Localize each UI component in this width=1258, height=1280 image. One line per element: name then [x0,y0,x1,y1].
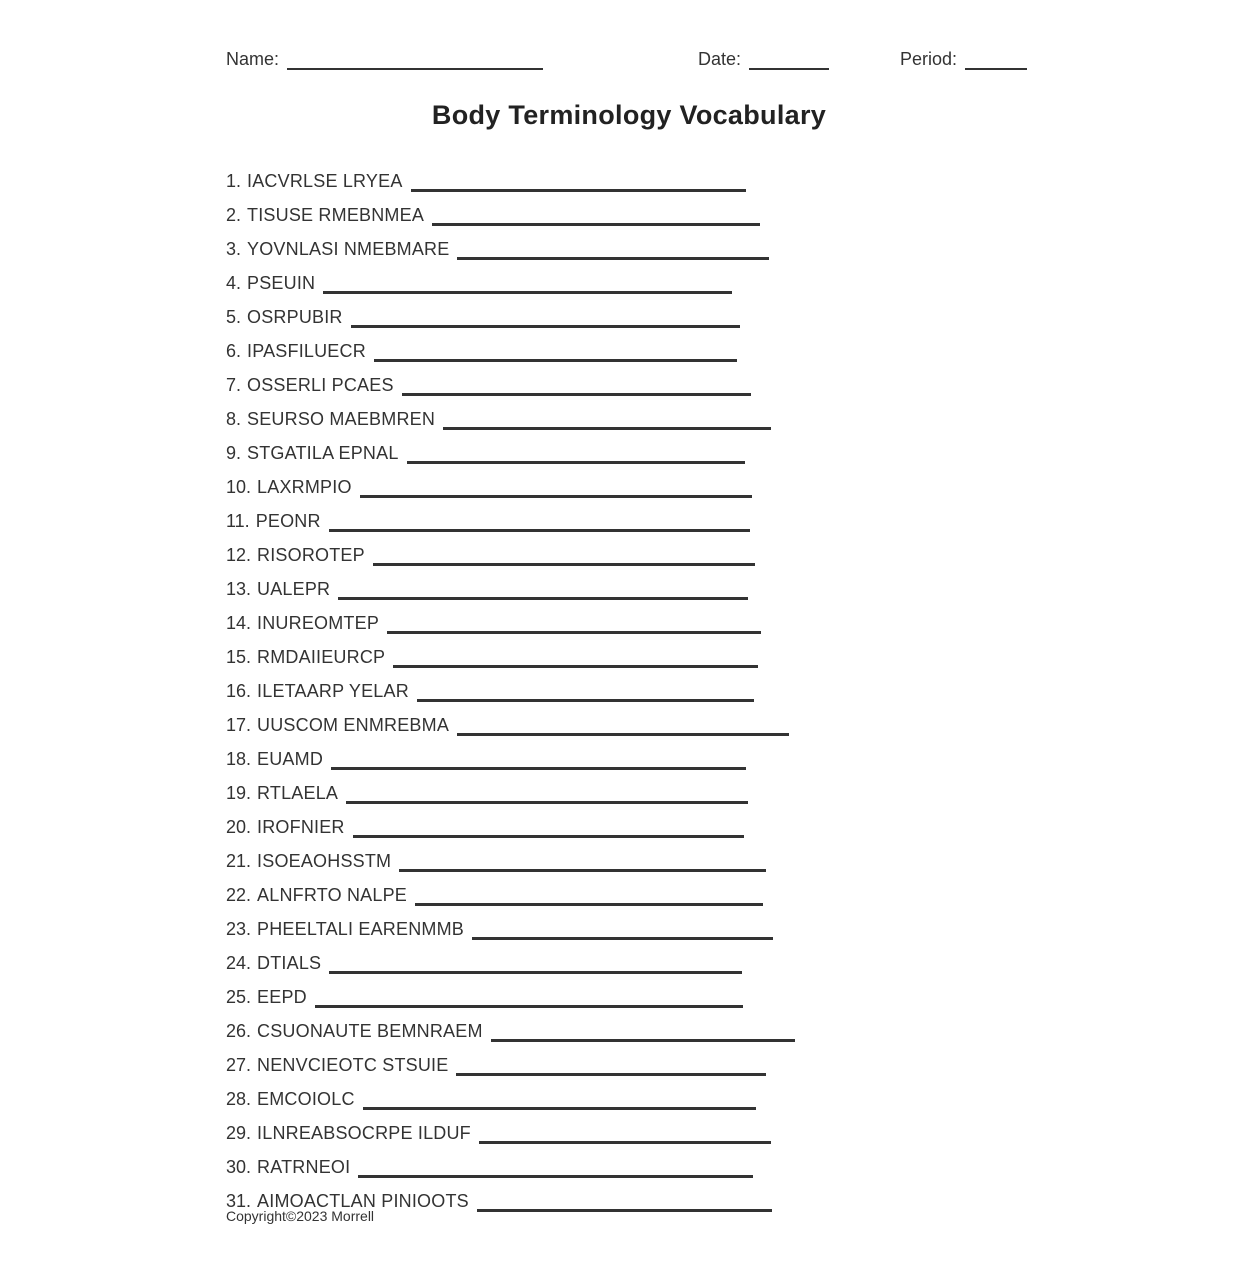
list-item [226,736,795,770]
answer-blank [411,171,746,192]
answer-blank [346,783,748,804]
period-label: Period: [900,49,958,69]
scrambled-word: UUSCOM ENMREBMA [257,715,450,735]
item-number: 29. [226,1123,252,1143]
list-item [226,396,795,430]
item-number: 26. [226,1021,252,1041]
item-number: 1. [226,171,242,191]
list-item [226,1042,795,1076]
answer-blank [387,613,761,634]
name-field [226,48,543,70]
item-number: 4. [226,273,242,293]
scrambled-word: RTLAELA [257,783,339,803]
scrambled-word: EMCOIOLC [257,1089,355,1109]
list-item [226,430,795,464]
name-blank [287,48,543,70]
item-number: 8. [226,409,242,429]
answer-blank [351,307,740,328]
list-item [226,600,795,634]
scrambled-word: EUAMD [257,749,324,769]
answer-blank [472,919,773,940]
answer-blank [329,511,750,532]
item-number: 25. [226,987,252,1007]
item-number: 30. [226,1157,252,1177]
list-item [226,770,795,804]
scrambled-word: NENVCIEOTC STSUIE [257,1055,449,1075]
scrambled-word: ILNREABSOCRPE ILDUF [257,1123,471,1143]
item-number: 16. [226,681,252,701]
list-item [226,294,795,328]
answer-blank [491,1021,795,1042]
answer-blank [457,715,789,736]
answer-blank [399,851,766,872]
scrambled-word: ILETAARP YELAR [257,681,409,701]
item-number: 3. [226,239,242,259]
item-number: 28. [226,1089,252,1109]
list-item [226,1076,795,1110]
list-item [226,566,795,600]
item-number: 12. [226,545,252,565]
scrambled-word: PHEELTALI EARENMMB [257,919,465,939]
scrambled-word: SEURSO MAEBMREN [247,409,436,429]
scrambled-word: CSUONAUTE BEMNRAEM [257,1021,483,1041]
scrambled-word: PSEUIN [247,273,316,293]
scrambled-word: RATRNEOI [257,1157,351,1177]
list-item [226,702,795,736]
date-field [698,48,829,70]
scrambled-word: AIMOACTLAN PINIOOTS [257,1191,469,1211]
item-number: 18. [226,749,252,769]
scrambled-word: ISOEAOHSSTM [257,851,392,871]
item-number: 15. [226,647,252,667]
answer-blank [338,579,748,600]
scrambled-word: IROFNIER [257,817,345,837]
item-number: 6. [226,341,242,361]
answer-blank [432,205,760,226]
list-item [226,226,795,260]
scrambled-word: RMDAIIEURCP [257,647,386,667]
scrambled-word: IACVRLSE LRYEA [247,171,403,191]
date-label: Date: [698,49,742,69]
scrambled-word: LAXRMPIO [257,477,352,497]
answer-blank [457,239,769,260]
item-number: 11. [226,511,250,531]
scrambled-word: TISUSE RMEBNMEA [247,205,425,225]
answer-blank [363,1089,756,1110]
item-number: 21. [226,851,252,871]
list-item [226,1110,795,1144]
item-number: 23. [226,919,252,939]
worksheet-title: Body Terminology Vocabulary [431,100,827,130]
scrambled-word: IPASFILUECR [247,341,366,361]
answer-blank [479,1123,771,1144]
period-field [900,48,1027,70]
list-item [226,464,795,498]
list-item [226,1008,795,1042]
list-item [226,872,795,906]
list-item [226,838,795,872]
answer-blank [373,545,755,566]
scrambled-word: YOVNLASI NMEBMARE [247,239,450,259]
answer-blank [402,375,751,396]
answer-blank [443,409,771,430]
answer-blank [456,1055,766,1076]
answer-blank [323,273,732,294]
item-number: 13. [226,579,252,599]
item-number: 17. [226,715,252,735]
period-blank [965,48,1027,70]
list-item [226,804,795,838]
answer-blank [358,1157,753,1178]
answer-blank [417,681,754,702]
list-item [226,158,795,192]
list-item [226,940,795,974]
list-item [226,668,795,702]
answer-blank [407,443,745,464]
answer-blank [331,749,746,770]
item-number: 9. [226,443,242,463]
scrambled-word: ALNFRTO NALPE [257,885,408,905]
scrambled-word: UALEPR [257,579,331,599]
copyright-notice: Copyright©2023 Morrell [226,1208,375,1224]
scrambled-word: DTIALS [257,953,322,973]
scrambled-word: OSSERLI PCAES [247,375,394,395]
scrambled-word: EEPD [257,987,307,1007]
answer-blank [353,817,744,838]
scrambled-word: STGATILA EPNAL [247,443,399,463]
scrambled-word: INUREOMTEP [257,613,380,633]
item-number: 10. [226,477,252,497]
list-item [226,906,795,940]
list-item [226,1144,795,1178]
item-number: 27. [226,1055,252,1075]
list-item [226,328,795,362]
list-item [226,362,795,396]
item-number: 22. [226,885,252,905]
list-item [226,192,795,226]
answer-blank [329,953,742,974]
item-number: 7. [226,375,242,395]
item-number: 5. [226,307,242,327]
scrambled-word-list [226,158,795,1212]
item-number: 20. [226,817,252,837]
item-number: 19. [226,783,252,803]
list-item [226,260,795,294]
list-item [226,974,795,1008]
date-blank [749,48,829,70]
list-item [226,498,795,532]
item-number: 14. [226,613,252,633]
name-label: Name: [226,49,280,69]
answer-blank [315,987,743,1008]
scrambled-word: OSRPUBIR [247,307,343,327]
item-number: 31. [226,1191,252,1211]
header-row [226,48,1046,78]
list-item [226,532,795,566]
answer-blank [360,477,752,498]
item-number: 2. [226,205,242,225]
answer-blank [393,647,758,668]
list-item [226,1178,795,1212]
answer-blank [477,1191,772,1212]
answer-blank [374,341,737,362]
answer-blank [415,885,763,906]
item-number: 24. [226,953,252,973]
scrambled-word: PEONR [255,511,321,531]
list-item [226,634,795,668]
scrambled-word: RISOROTEP [257,545,365,565]
